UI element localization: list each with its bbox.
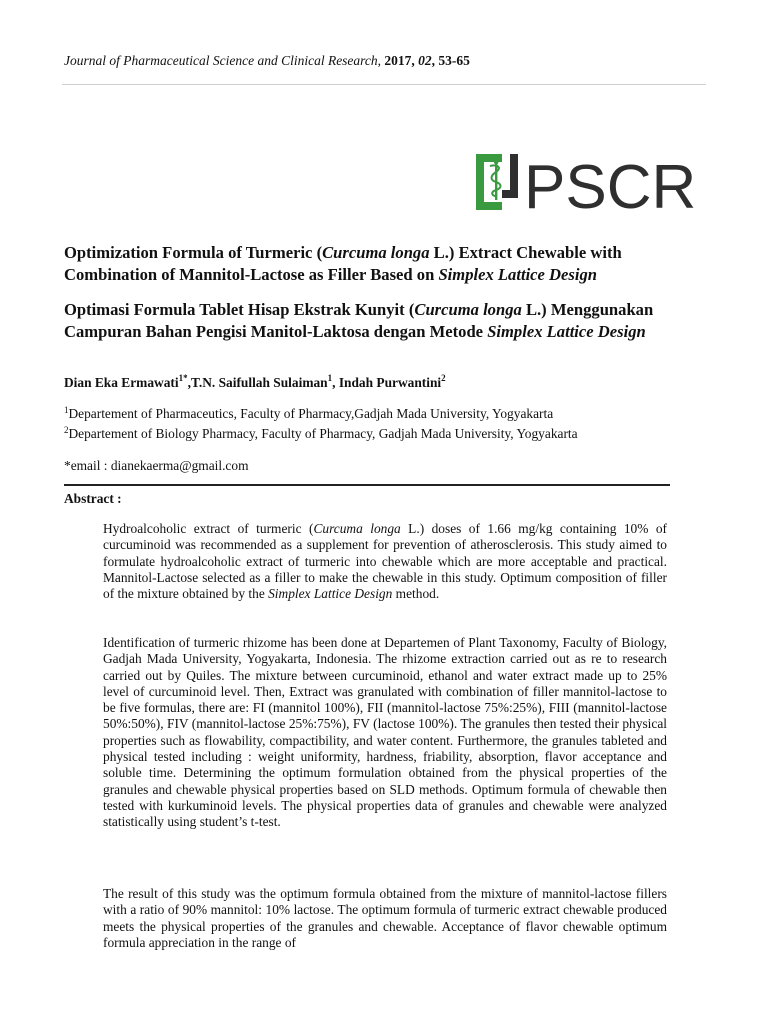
affiliation-1 xyxy=(64,405,553,422)
affil-number: 1 xyxy=(64,405,69,415)
affil-number: 2 xyxy=(64,425,69,435)
title-method: Simplex Lattice Design xyxy=(487,322,646,341)
author-list xyxy=(64,373,446,391)
title-species: Curcuma longa xyxy=(322,243,430,262)
title-english xyxy=(64,242,704,286)
caduceus-icon xyxy=(490,160,501,200)
author-sep: , xyxy=(187,375,191,390)
title-text: L.) Menggunakan Campuran Bahan Pengisi Manitol-Laktosa dengan Metode xyxy=(64,300,654,341)
title-method: Simplex Lattice Design xyxy=(438,265,598,284)
para-species: Curcuma longa xyxy=(313,521,401,536)
logo-bracket-right xyxy=(502,154,518,198)
journal-pages: 53-65 xyxy=(438,53,470,68)
affiliation-2 xyxy=(64,425,578,442)
abstract-paragraph-2: Identification of turmeric rhizome has been done at Departemen of Plant Taxonomy, Faculty of Biology, Gadjah Mada University, Yogyakarta, Indonesia. The rhizome extraction carried out as re to research carried out by Quiles. The mixture between curcuminoid, ethanol and water extract made up to 25% level of curcuminoid level. Then, Extract was granulated with combination of filler mannitol-lactose to be five formulas, there are: FI (mannitol 100%), FII (mannitol-lactose 75%:25%), FIII (mannitol-lactose 50%:50%), FIV (mannitol-lactose 25%:75%), FV (lactose 100%). The granules then tested their physical properties such as flowability, compactibility, and water content. Furthermore, the granules tableted and physical tested including : weight uniformity, hardness, friability, absorption, flavor acceptance and soluble time. Determining the optimum formulation obtained from the physical properties of the granules and chewable physical properties based on SLD methods. Optimum formula of chewable then tested with kurkuminoid levels. The physical properties data of granules and chewable were analyzed statistically using student’s t-test. xyxy=(103,635,667,830)
logo-text: PSCR xyxy=(524,153,697,214)
journal-comma: , xyxy=(431,53,439,68)
author-name: Dian Eka Ermawati xyxy=(64,375,179,390)
para-method: Simplex Lattice Design xyxy=(268,586,393,602)
para-text: method. xyxy=(392,586,440,602)
journal-volume: 02 xyxy=(418,53,432,68)
title-text: L.) Extract Chewable with Combination of Mannitol-Lactose as Filler Based on xyxy=(64,243,622,284)
para-text: Hydroalcoholic extract of turmeric ( xyxy=(103,521,314,536)
para-text: L.) doses of 1.66 mg/kg containing 10% of curcuminoid was recommended as a supplement for prevention of atherosclerosis. This study aimed to formulate hydroalcoholic extract of turmeric into chewable which are more acceptable and practical. Mannitol-Lactose selected as a filler to make the chewable in this study. Optimum composition of filler of the mixture obtained by the xyxy=(103,521,667,602)
affil-text: Departement of Biology Pharmacy, Faculty of Pharmacy, Gadjah Mada University, Yogyakarta xyxy=(68,426,578,441)
journal-name: Journal of Pharmaceutical Science and Clinical Research xyxy=(64,53,378,68)
author-name: T.N. Saifullah Sulaiman xyxy=(190,375,328,390)
journal-ref xyxy=(384,53,470,68)
journal-year: 2017 xyxy=(384,53,412,68)
author-affil: 2 xyxy=(441,373,446,383)
affil-text: Departement of Pharmaceutics, Faculty of Pharmacy,Gadjah Mada University, Yogyakarta xyxy=(68,406,554,421)
abstract-paragraph-3: The result of this study was the optimum formula obtained from the mixture of mannitol-lactose fillers with a ratio of 90% mannitol: 10% lactose. The optimum formula of turmeric extract chewable produced meets the physical properties of the granules and chewable. Acceptance of flavor chewable optimum formula appreciation in the range of xyxy=(103,886,667,950)
title-species: Curcuma longa xyxy=(414,300,522,319)
author-name: Indah Purwantini xyxy=(338,375,442,390)
author-sep: , xyxy=(332,375,339,390)
journal-sep: , xyxy=(377,53,385,68)
abstract-paragraph-1 xyxy=(103,521,667,602)
title-text: Optimization Formula of Turmeric ( xyxy=(64,243,323,262)
abstract-heading: Abstract : xyxy=(64,491,122,506)
author-affil: 1* xyxy=(178,373,188,383)
corresponding-email: *email : dianekaerma@gmail.com xyxy=(64,458,249,473)
header-divider xyxy=(62,84,706,85)
author-affil: 1 xyxy=(327,373,333,383)
title-indonesian xyxy=(64,299,704,343)
journal-header xyxy=(64,53,470,69)
jpscr-logo xyxy=(474,150,724,214)
abstract-divider xyxy=(64,484,670,486)
title-text: Optimasi Formula Tablet Hisap Ekstrak Kunyit ( xyxy=(64,300,415,319)
journal-comma: , xyxy=(411,53,419,68)
